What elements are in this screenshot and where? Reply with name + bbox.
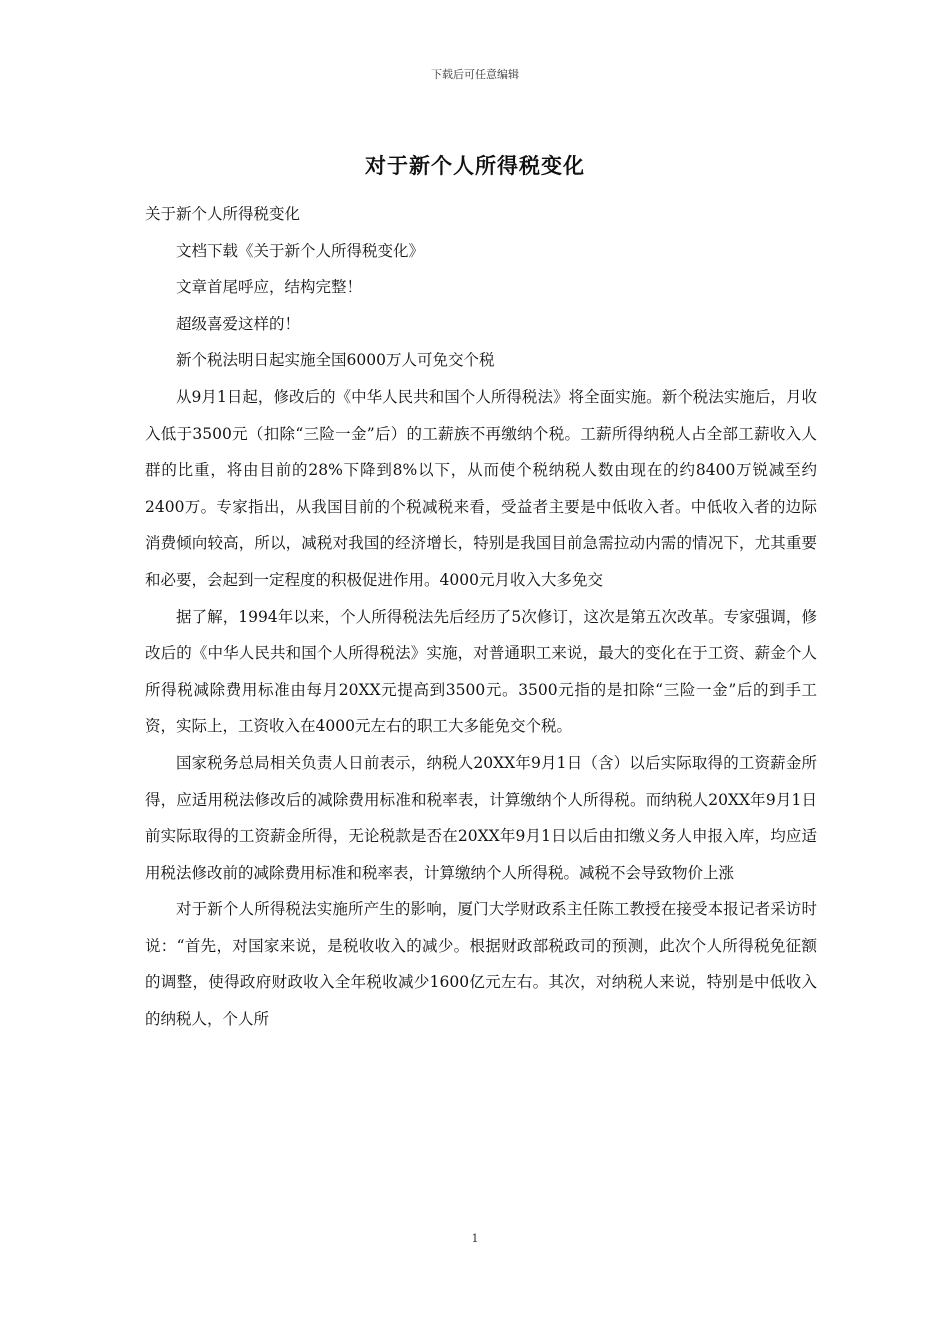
paragraph: 对于新个人所得税法实施所产生的影响，厦门大学财政系主任陈工教授在接受本报记者采访时说：“首先，对国家来说，是税收收入的减少。根据财政部税政司的预测，此次个人所得税免征额的调整，使得政府财政收入全年税收减少1600亿元左右。其次，对纳税人来说，特别是中低收入的纳税人，个人所 bbox=[145, 900, 817, 1029]
paragraph: 新个税法明日起实施全国6000万人可免交个税 bbox=[176, 351, 495, 370]
page-number: 1 bbox=[471, 1232, 479, 1245]
paragraph: 关于新个人所得税变化 bbox=[145, 205, 301, 223]
page-header: 下载后可任意编辑 bbox=[431, 68, 519, 81]
paragraph: 据了解，1994年以来，个人所得税法先后经历了5次修订，这次是第五次改革。专家强调，修改后的《中华人民共和国个人所得税法》实施，对普通职工来说，最大的变化在于工资、薪金个人所得税减除费用标准由每月20XX元提高到3500元。3500元指的是扣除“三险一金”后的到手工资，实际上，工资收入在4000元左右的职工大多能免交个税。 bbox=[145, 607, 817, 736]
document-title: 对于新个人所得税变化 bbox=[365, 153, 585, 178]
paragraph: 文章首尾呼应，结构完整！ bbox=[176, 278, 363, 297]
paragraph: 从9月1日起，修改后的《中华人民共和国个人所得税法》将全面实施。新个税法实施后，月收入低于3500元（扣除“三险一金”后）的工薪族不再缴纳个税。工薪所得纳税人占全部工薪收入人群的比重，将由目前的28%下降到8%以下，从而使个税纳税人数由现在的约8400万锐减至约2400万。专家指出，从我国目前的个税减税来看，受益者主要是中低收入者。中低收入者的边际消费倾向较高，所以，减税对我国的经济增长，特别是我国目前急需拉动内需的情况下，尤其重要和必要，会起到一定程度的积极促进作用。4000元月收入大多免交 bbox=[145, 387, 817, 589]
document-body bbox=[145, 196, 817, 1038]
paragraph: 国家税务总局相关负责人日前表示，纳税人20XX年9月1日（含）以后实际取得的工资薪金所得，应适用税法修改后的减除费用标准和税率表，计算缴纳个人所得税。而纳税人20XX年9月1日前实际取得的工资薪金所得，无论税款是否在20XX年9月1日以后由扣缴义务人申报入库，均应适用税法修改前的减除费用标准和税率表，计算缴纳个人所得税。减税不会导致物价上涨 bbox=[145, 753, 817, 882]
paragraph: 超级喜爱这样的！ bbox=[176, 314, 301, 333]
paragraph: 文档下载《关于新个人所得税变化》 bbox=[176, 241, 425, 260]
